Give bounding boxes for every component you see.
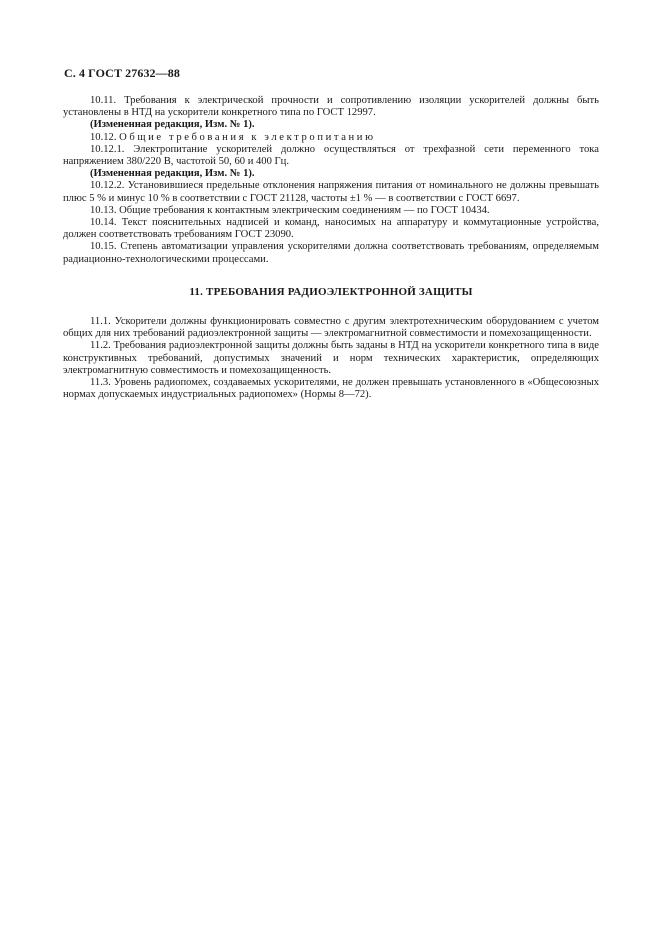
subsection-heading-10-12 (63, 132, 599, 144)
subsection-number: 10.12. (90, 131, 117, 143)
paragraph-11-3: 11.3. Уровень радиопомех, создаваемых ускорителями, не должен превышать установленного в «Общесоюзных нормах допускаемых индустриальных радиопомех» (Нормы 8—72). (63, 377, 599, 401)
paragraph-11-2: 11.2. Требования радиоэлектронной защиты должны быть заданы в НТД на ускорители конкретного типа в виде конструктивных требований, допустимых значений и норм технических характеристик, определяющих электромагнитную совместимость и помехозащищенность. (63, 340, 599, 376)
amendment-note: (Измененная редакция, Изм. № 1). (90, 119, 255, 131)
paragraph-10-12-1: 10.12.1. Электропитание ускорителей должно осуществляться от трехфазной сети переменного тока напряжением 380/220 В, частотой 50, 60 и 400 Гц. (63, 143, 599, 168)
paragraph-11-1: 11.1. Ускорители должны функционировать совместно с другим электротехническим оборудованием с учетом общих для них требований радиоэлектронной защиты — электромагнитной совместимости и помехозащищенности. (63, 316, 599, 340)
subsection-title: Общие требования к электропитанию (119, 131, 376, 143)
document-body (63, 95, 599, 401)
paragraph-10-11: 10.11. Требования к электрической прочности и сопротивлению изоляции ускорителей должны быть установлены в НТД на ускорители конкретного типа по ГОСТ 12997. (63, 95, 599, 119)
paragraph-10-13: 10.13. Общие требования к контактным электрическим соединениям — по ГОСТ 10434. (90, 204, 490, 216)
paragraph-10-12-2: 10.12.2. Установившиеся предельные отклонения напряжения питания от номинального не должны превышать плюс 5 % и минус 10 % в соответствии с ГОСТ 21128, частоты ±1 % — в соответствии с ГОСТ 6697. (63, 180, 599, 204)
page-header: С. 4 ГОСТ 27632—88 (64, 66, 180, 80)
amendment-note: (Измененная редакция, Изм. № 1). (90, 168, 255, 180)
section-title: 11. ТРЕБОВАНИЯ РАДИОЭЛЕКТРОННОЙ ЗАЩИТЫ (189, 285, 473, 298)
paragraph-10-15: 10.15. Степень автоматизации управления ускорителями должна соответствовать требованиям, определяемым радиационно-технологическими процессами. (63, 241, 599, 265)
paragraph-10-14: 10.14. Текст пояснительных надписей и команд, наносимых на аппаратуру и коммутационные устройства, должен соответствовать требованиям ГОСТ 23090. (63, 217, 599, 241)
